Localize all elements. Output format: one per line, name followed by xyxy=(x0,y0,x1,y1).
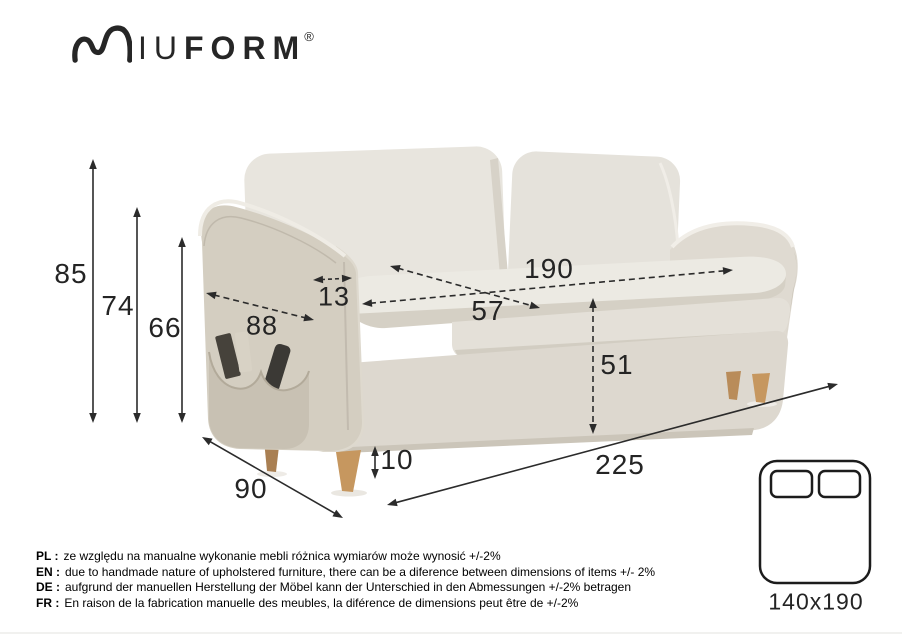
dim-total-width-label: 225 xyxy=(595,449,645,480)
disclaimer-fr xyxy=(36,596,655,612)
lang-code: PL : xyxy=(36,549,59,563)
disclaimer-de xyxy=(36,580,655,596)
dim-backrest-height-label: 74 xyxy=(101,290,135,321)
mattress-icon xyxy=(752,452,878,592)
dim-armrest-height-label: 66 xyxy=(148,312,182,343)
lang-code: FR : xyxy=(36,595,60,610)
dim-total-height-label: 85 xyxy=(54,258,88,289)
disclaimer-pl xyxy=(36,549,655,565)
dim-leg-height-label: 10 xyxy=(380,444,414,475)
disclaimer-text: ze względu na manualne wykonanie mebli różnica wymiarów może wynosić +/-2% xyxy=(63,549,501,563)
disclaimer-en xyxy=(36,565,655,581)
registered-trademark-icon: ® xyxy=(304,29,314,44)
pillow-left-icon xyxy=(771,471,812,497)
dim-armrest-width-label: 13 xyxy=(317,281,351,312)
lang-code: DE : xyxy=(36,580,60,595)
sleeping-area-size-label: 140x190 xyxy=(768,588,864,615)
lang-code: EN : xyxy=(36,564,60,579)
dim-seat-depth-label: 57 xyxy=(471,295,505,326)
disclaimer-text: due to handmade nature of upholstered furniture, there can be a diference between dimensions of items +/- 2% xyxy=(65,564,656,579)
disclaimer-text: aufgrund der manuellen Herstellung der Möbel kann der Unterschied in den Abmessungen +/-2% betragen xyxy=(65,580,632,595)
dim-total-depth-label: 90 xyxy=(234,473,268,504)
dim-seat-width-label: 190 xyxy=(524,253,574,284)
logo-text-light: IU xyxy=(138,30,184,66)
dim-armrest-depth-label: 88 xyxy=(245,310,279,341)
leg-front-left xyxy=(336,450,361,492)
dim-inner-height-label: 51 xyxy=(600,349,634,380)
pillow-right-icon xyxy=(819,471,860,497)
logo-text-bold: FORM xyxy=(184,30,307,66)
disclaimer-block xyxy=(36,549,655,611)
disclaimer-text: En raison de la fabrication manuelle des meubles, la diférence de dimensions peut être de +/-2% xyxy=(64,595,579,610)
